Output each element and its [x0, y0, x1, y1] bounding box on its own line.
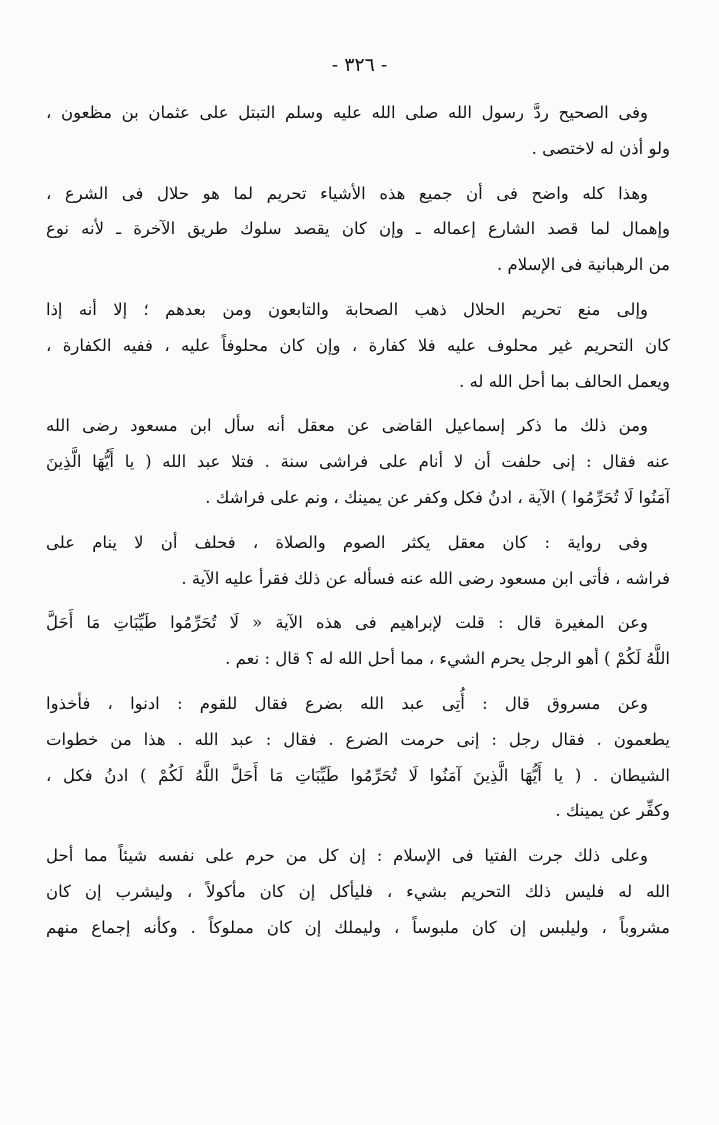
text-line: وفى رواية : كان معقل يكثر الصوم والصلاة ، فحلف أن لا ينام على	[46, 532, 648, 552]
paragraph	[46, 686, 670, 829]
paragraph-gap	[46, 677, 670, 686]
text-line: وهذا كله واضح فى أن جميع هذه الأشياء تحريم لما هو حلال فى الشرع ،	[46, 183, 648, 203]
text-line: وكفِّر عن يمينك .	[555, 801, 670, 821]
text-line: وعن مسروق قال : أُتِى عبد الله بضرع فقال للقوم : ادنوا ، فأخذوا	[46, 693, 648, 713]
text-line: وعلى ذلك جرت الفتيا فى الإسلام : إن كل من حرم على نفسه شيئاً مما أحل	[46, 846, 648, 866]
text-line: مشروباً ، وليلبس إن كان ملبوساً ، وليملك إن كان مملوكاً . وكأنه إجماع منهم	[46, 917, 670, 937]
text-line: الشيطان . ( يا أَيُّهَا الَّذِينَ آمَنُوا لَا تُحَرِّمُوا طَيِّبَاتِ مَا أَحَلَّ اللَّهُ لَكُمْ ) ادنُ فكل ،	[46, 765, 670, 785]
text-line: ويعمل الحالف بما أحل الله له .	[459, 371, 670, 391]
paragraph-gap	[46, 167, 670, 176]
paragraph	[46, 95, 670, 167]
text-line: وفى الصحيح ردَّ رسول الله صلى الله عليه وسلم التبتل على عثمان بن مظعون ،	[46, 103, 648, 122]
text-line: كان التحريم غير محلوف عليه فلا كفارة ، وإن كان محلوفاً عليه ، ففيه الكفارة ،	[46, 335, 670, 355]
paragraph-gap	[46, 399, 670, 408]
text-line: ولو أذن له لاختصى .	[531, 138, 670, 158]
text-line: اللَّهُ لَكُمْ ) أهو الرجل يحرم الشيء ، مما أحل الله له ؟ قال : نعم .	[225, 649, 670, 669]
paragraph-gap	[46, 283, 670, 292]
paragraph-gap	[46, 516, 670, 525]
text-line: وإهمال لما قصد الشارع إعماله ـ وإن كان يقصد سلوك طريق الآخرة ـ لأنه نوع	[46, 219, 670, 239]
body-text	[46, 95, 670, 946]
text-line: الله له فليس ذلك التحريم بشيء ، فليأكل إن كان مأكولاً ، وليشرب إن كان	[46, 881, 670, 901]
paragraph-gap	[46, 596, 670, 605]
paragraph	[46, 292, 670, 399]
paragraph	[46, 838, 670, 945]
text-line: وإلى منع تحريم الحلال ذهب الصحابة والتابعون ومن بعدهم ؛ إلا أنه إذا	[46, 299, 648, 319]
page-number: - ٣٢٦ -	[331, 54, 388, 76]
paragraph	[46, 408, 670, 515]
text-line: فراشه ، فأتى ابن مسعود رضى الله عنه فسأله عن ذلك فقرأ عليه الآية .	[181, 568, 670, 588]
text-line: عنه فقال : إنى حلفت أن لا أنام على فراشى سنة . فتلا عبد الله ( يا أَيُّهَا الَّذِينَ	[46, 452, 670, 472]
text-line: وعن المغيرة قال : قلت لإبراهيم فى هذه الآية « لَا تُحَرِّمُوا طَيِّبَاتِ مَا أَحَلَّ	[46, 613, 648, 633]
text-line: آمَنُوا لَا تُحَرِّمُوا ) الآية ، ادنُ فكل وكفر عن يمينك ، ونم على فراشك .	[205, 487, 670, 507]
paragraph	[46, 525, 670, 597]
text-line: من الرهبانية فى الإسلام .	[497, 255, 670, 275]
text-line: ومن ذلك ما ذكر إسماعيل القاضى عن معقل أنه سأل ابن مسعود رضى الله	[46, 416, 648, 436]
paragraph	[46, 176, 670, 283]
paragraph-gap	[46, 829, 670, 838]
text-line: يطعمون . فقال رجل : إنى حرمت الضرع . فقال : عبد الله . هذا من خطوات	[46, 729, 670, 749]
paragraph	[46, 605, 670, 677]
